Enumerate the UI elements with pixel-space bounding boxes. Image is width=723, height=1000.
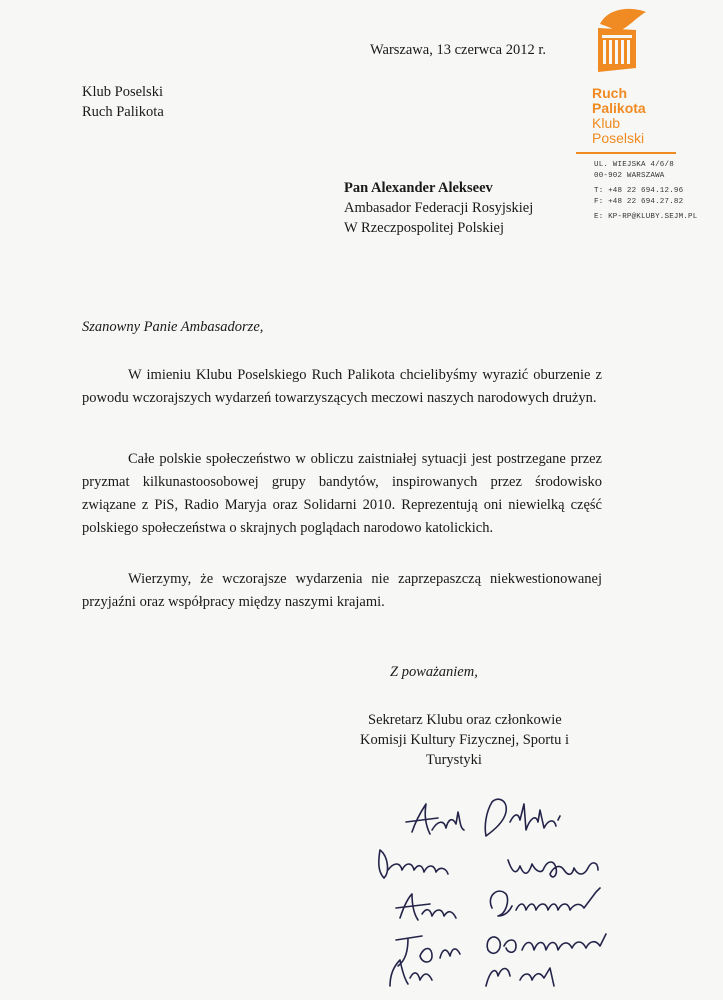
- party-logo-text: [592, 86, 682, 146]
- letterhead-divider: [576, 152, 676, 154]
- paragraph-3: Wierzymy, że wczorajsze wydarzenia nie zaprzepaszczą niekwestionowanej przyjaźni oraz współpracy między naszymi krajami.: [82, 571, 602, 610]
- address-city: 00-902 WARSZAWA: [594, 172, 665, 180]
- party-logo-icon: [578, 6, 650, 78]
- signatory-line-2: Komisji Kultury Fizycznej, Sportu i: [360, 732, 570, 748]
- sender-line-1: Klub Poselski: [82, 84, 163, 100]
- phone-number: T: +48 22 694.12.96: [594, 187, 684, 195]
- email-address: E: KP-RP@KLUBY.SEJM.PL: [594, 213, 698, 221]
- paragraph-2: Całe polskie społeczeństwo w obliczu zaistniałej sytuacji jest postrzegane przez pryzmat kilkunastoosobowej grupy bandytów, inspirowanych przez środowisko związane z PiS, Radio Maryja oraz Solidarni 2010. Reprezentują oni niewielką część polskiego społeczeństwa o skrajnych poglądach narodowo katolickich.: [82, 451, 602, 536]
- logo-line-ruch: Ruch: [592, 85, 627, 101]
- letterhead-contact: [594, 160, 704, 223]
- salutation: Szanowny Panie Ambasadorze,: [82, 319, 264, 335]
- recipient-country: W Rzeczpospolitej Polskiej: [344, 220, 505, 236]
- closing: Z poważaniem,: [390, 664, 478, 680]
- handwritten-signatures: [360, 790, 660, 990]
- logo-line-poselski: Poselski: [592, 130, 645, 146]
- place-date: Warszawa, 13 czerwca 2012 r.: [370, 42, 546, 58]
- signatory-line-3: Turystyki: [426, 752, 482, 768]
- logo-line-klub: Klub: [592, 115, 621, 131]
- recipient-name: Pan Alexander Alekseev: [344, 180, 493, 196]
- signatory-line-1: Sekretarz Klubu oraz członkowie: [368, 712, 562, 728]
- paragraph-1: W imieniu Klubu Poselskiego Ruch Palikota chcielibyśmy wyrazić oburzenie z powodu wczorajszych wydarzeń towarzyszących meczowi naszych narodowych drużyn.: [82, 367, 602, 406]
- address-street: UL. WIEJSKA 4/6/8: [594, 161, 674, 169]
- fax-number: F: +48 22 694.27.82: [594, 198, 684, 206]
- sender-line-2: Ruch Palikota: [82, 104, 164, 120]
- logo-line-palikota: Palikota: [592, 100, 646, 116]
- recipient-title: Ambasador Federacji Rosyjskiej: [344, 200, 534, 216]
